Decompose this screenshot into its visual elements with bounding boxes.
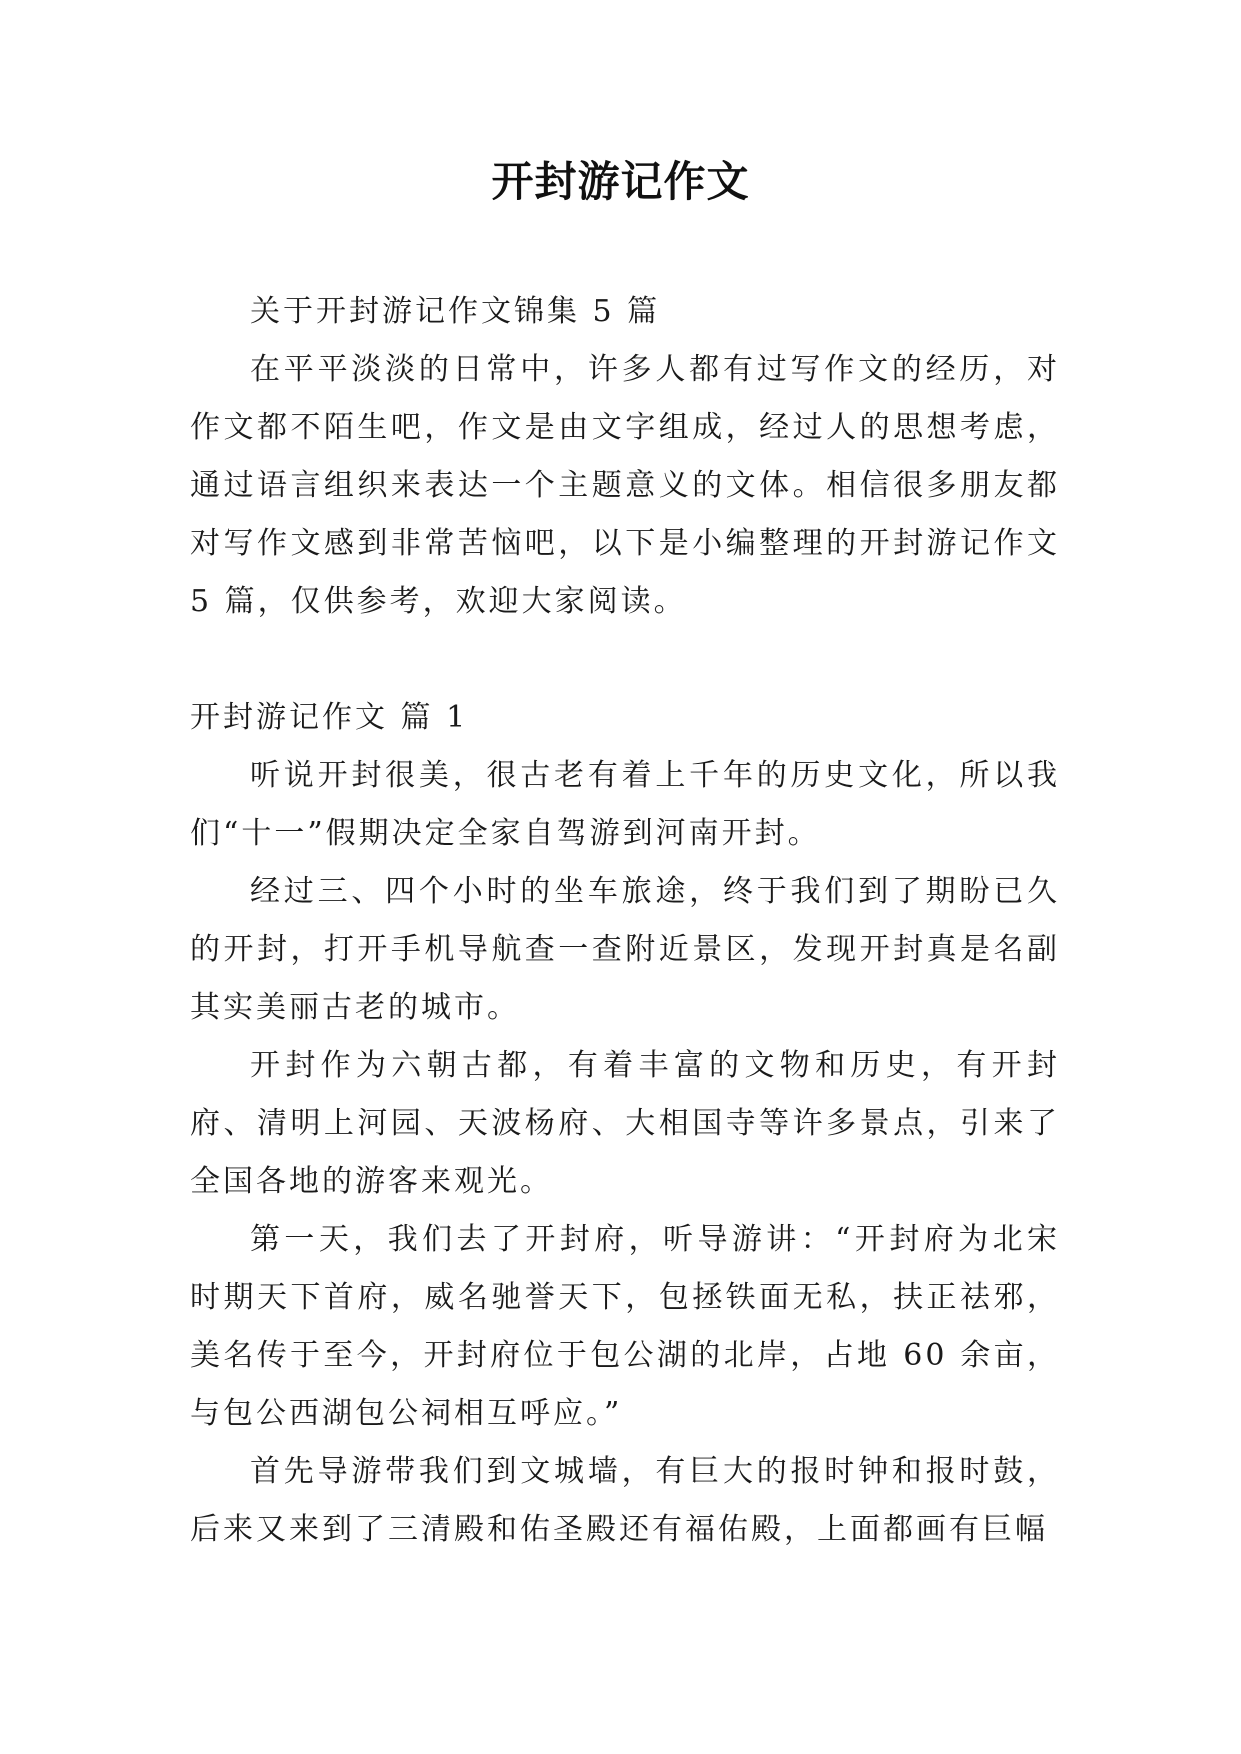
body-paragraph: 首先导游带我们到文城墙，有巨大的报时钟和报时鼓，后来又来到了三清殿和佑圣殿还有福佑殿，上面都画有巨幅 [190, 1454, 1060, 1547]
body-paragraph: 听说开封很美，很古老有着上千年的历史文化，所以我们“十一”假期决定全家自驾游到河南开封。 [190, 758, 1060, 851]
section-heading: 开封游记作文 篇 1 [190, 700, 469, 735]
intro-line: 关于开封游记作文锦集 5 篇 [250, 294, 661, 329]
body-paragraph: 第一天，我们去了开封府，听导游讲：“开封府为北宋时期天下首府，威名驰誉天下，包拯铁面无私，扶正祛邪，美名传于至今，开封府位于包公湖的北岸，占地 60 余亩，与包公西湖包公祠相互呼应。” [190, 1222, 1060, 1431]
body-paragraph: 开封作为六朝古都，有着丰富的文物和历史，有开封府、清明上河园、天波杨府、大相国寺等许多景点，引来了全国各地的游客来观光。 [190, 1048, 1060, 1199]
body-paragraph: 经过三、四个小时的坐车旅途，终于我们到了期盼已久的开封，打开手机导航查一查附近景区，发现开封真是名副其实美丽古老的城市。 [190, 874, 1060, 1025]
intro-paragraph: 在平平淡淡的日常中，许多人都有过写作文的经历，对作文都不陌生吧，作文是由文字组成，经过人的思想考虑，通过语言组织来表达一个主题意义的文体。相信很多朋友都对写作文感到非常苦恼吧，以下是小编整理的开封游记作文 5 篇，仅供参考，欢迎大家阅读。 [190, 352, 1060, 619]
document-title: 开封游记作文 [491, 157, 750, 206]
document-body [190, 283, 1060, 1559]
section-spacer [190, 631, 1060, 689]
